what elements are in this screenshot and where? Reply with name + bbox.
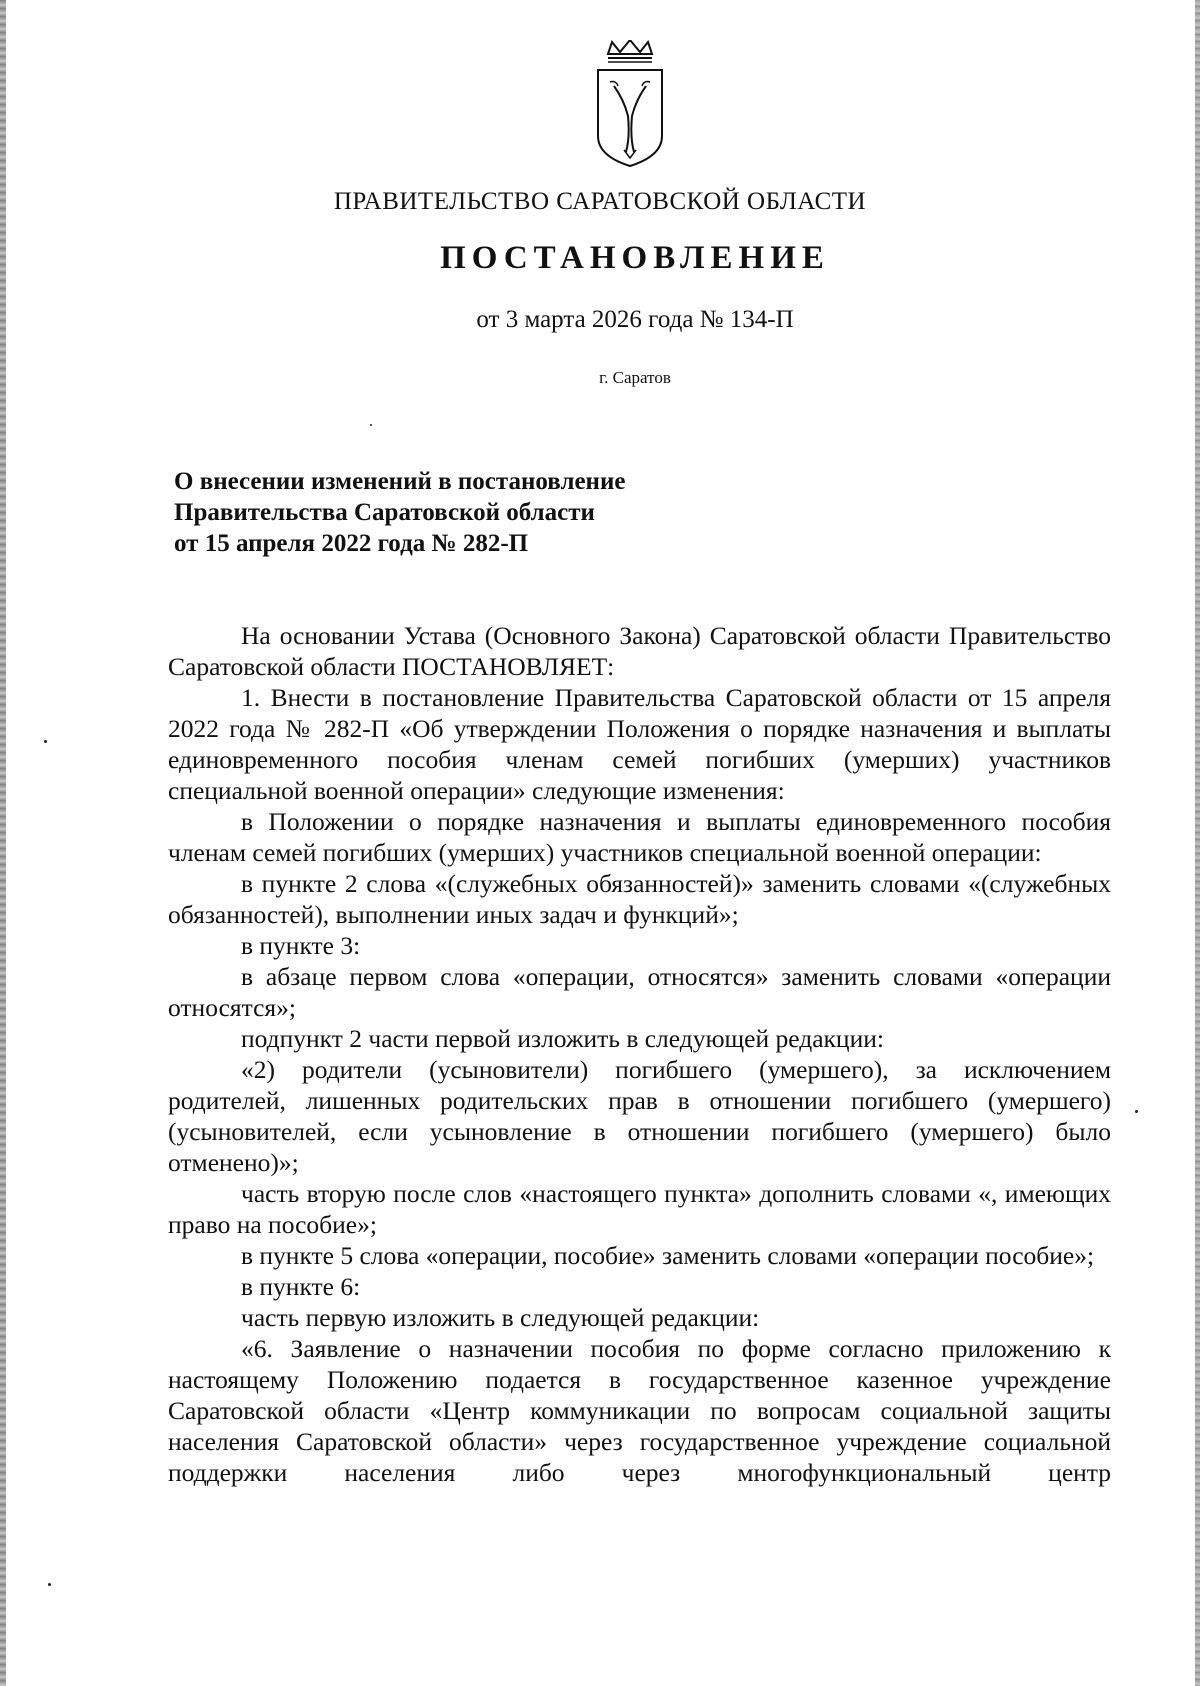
body-paragraph: 1. Внести в постановление Правительства Саратовской области от 15 апреля 2022 года № 282-П «Об утверждении Положения о порядке назначения и выплаты единовременного пособия членам семей погибших (умерших) участников специальной военной операции» следующие изменения:: [168, 683, 1111, 805]
body-paragraph: подпункт 2 части первой изложить в следующей редакции:: [241, 1024, 884, 1053]
body-paragraph: в Положении о порядке назначения и выплаты единовременного пособия членам семей погибших (умерших) участников специальной военной операции:: [168, 807, 1111, 867]
coat-of-arms-icon: [594, 40, 666, 168]
document-type-title: ПОСТАНОВЛЕНИЕ: [440, 240, 830, 276]
body-paragraph: «2) родители (усыновители) погибшего (умершего), за исключением родителей, лишенных родительских прав в отношении погибшего (умершего) (усыновителей, если усыновление в отношении погибшего (умершего) было отменено)»;: [168, 1055, 1111, 1177]
body-paragraph: в пункте 5 слова «операции, пособие» заменить словами «операции пособие»;: [241, 1241, 1095, 1270]
body-paragraph: в пункте 3:: [241, 931, 361, 960]
document-city: г. Саратов: [599, 368, 671, 387]
body-paragraph: в пункте 6:: [241, 1272, 361, 1301]
subject-line: Правительства Саратовской области: [174, 499, 595, 526]
document-body: [168, 620, 1111, 1488]
body-paragraph: в абзаце первом слова «операции, относятся» заменить словами «операции относятся»;: [168, 962, 1111, 1022]
document-date-number: от 3 марта 2026 года № 134-П: [476, 306, 794, 333]
scan-speck: [1135, 1110, 1138, 1113]
subject-line: О внесении изменений в постановление: [174, 468, 626, 495]
scan-speck: [370, 424, 372, 426]
body-paragraph: в пункте 2 слова «(служебных обязанностей)» заменить словами «(служебных обязанностей), выполнении иных задач и функций»;: [168, 869, 1111, 929]
document-subject: [174, 466, 874, 559]
organization-name: ПРАВИТЕЛЬСТВО САРАТОВСКОЙ ОБЛАСТИ: [333, 188, 867, 215]
body-paragraph: На основании Устава (Основного Закона) Саратовской области Правительство Саратовской области ПОСТАНОВЛЯЕТ:: [168, 621, 1111, 681]
body-paragraph: часть первую изложить в следующей редакции:: [241, 1303, 760, 1332]
scan-speck: [44, 740, 47, 743]
scan-speck: [48, 1583, 51, 1586]
subject-line: от 15 апреля 2022 года № 282-П: [174, 530, 529, 557]
body-paragraph: «6. Заявление о назначении пособия по форме согласно приложению к настоящему Положению подается в государственное казенное учреждение Саратовской области «Центр коммуникации по вопросам социальной защиты населения Саратовской области» через государственное учреждение социальной поддержки населения либо через многофункциональный центр: [168, 1334, 1111, 1487]
body-paragraph: часть вторую после слов «настоящего пункта» дополнить словами «, имеющих право на пособие»;: [168, 1179, 1111, 1239]
